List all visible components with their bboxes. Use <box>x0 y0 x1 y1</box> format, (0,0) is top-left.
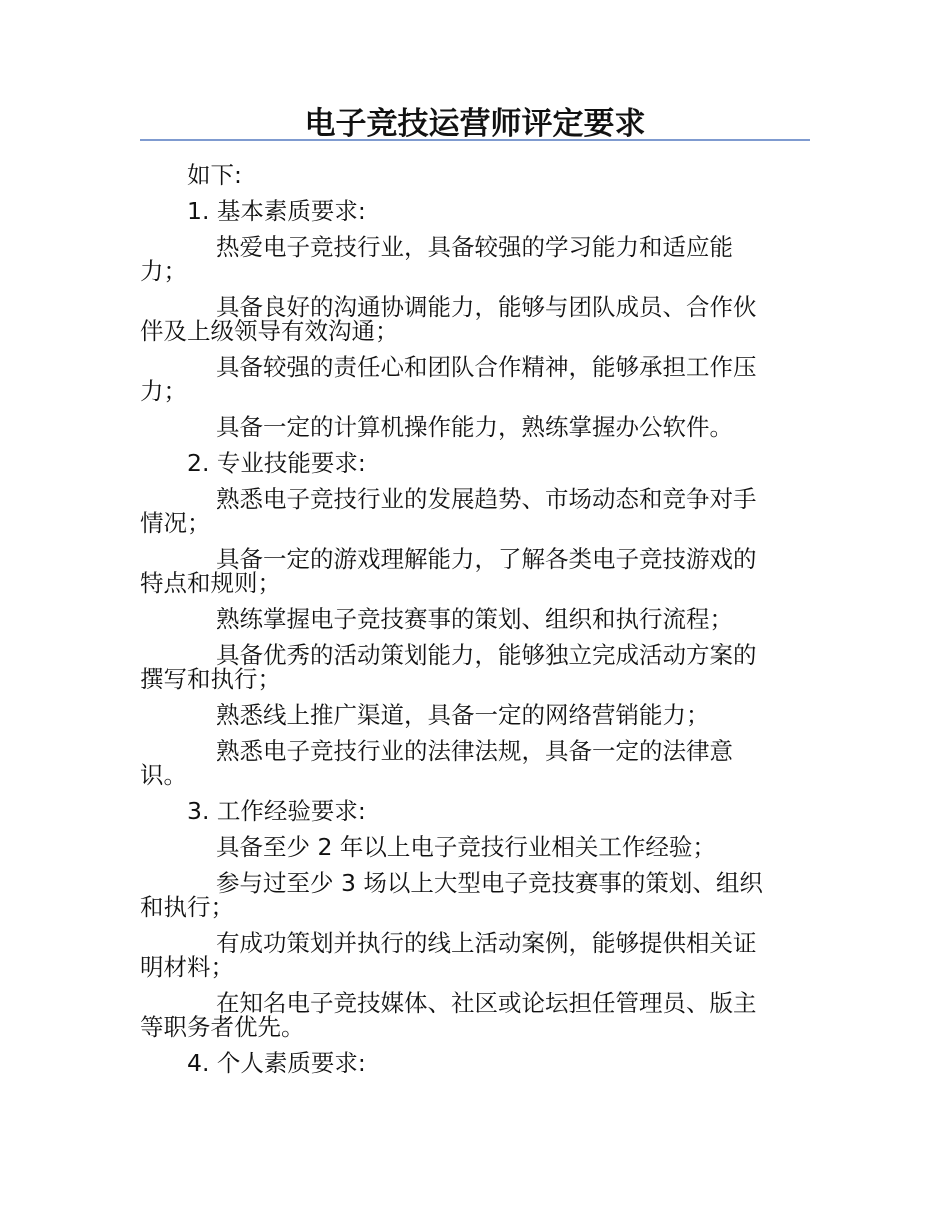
item-text-wrap: 力； <box>140 257 187 285</box>
list-item: 熟悉线上推广渠道，具备一定的网络营销能力； <box>216 701 710 729</box>
item-text-wrap: 撰写和执行； <box>140 665 281 693</box>
list-item: 具备一定的计算机操作能力，熟练掌握办公软件。 <box>216 413 733 441</box>
document-title: 电子竞技运营师评定要求 <box>304 106 646 142</box>
item-text: 熟悉电子竞技行业的发展趋势、市场动态和竞争对手 <box>216 485 757 513</box>
item-text-wrap: 识。 <box>140 761 187 789</box>
item-text-wrap: 伴及上级领导有效沟通； <box>140 317 399 345</box>
list-item: 熟练掌握电子竞技赛事的策划、组织和执行流程； <box>216 605 733 633</box>
section-heading: 1. 基本素质要求: <box>187 197 366 225</box>
list-item <box>140 229 790 289</box>
item-text-wrap: 和执行； <box>140 893 234 921</box>
list-item <box>140 637 790 697</box>
item-text: 具备良好的沟通协调能力，能够与团队成员、合作伙 <box>216 293 757 321</box>
item-text: 在知名电子竞技媒体、社区或论坛担任管理员、版主 <box>216 989 757 1017</box>
item-text: 具备优秀的活动策划能力，能够独立完成活动方案的 <box>216 641 757 669</box>
item-text: 热爱电子竞技行业，具备较强的学习能力和适应能 <box>216 233 733 261</box>
list-item <box>140 541 790 601</box>
item-text: 有成功策划并执行的线上活动案例，能够提供相关证 <box>216 929 757 957</box>
item-text-wrap: 明材料； <box>140 953 234 981</box>
title-underline <box>140 139 810 141</box>
item-text-wrap: 力； <box>140 377 187 405</box>
list-item <box>140 985 790 1045</box>
item-text: 具备一定的游戏理解能力，了解各类电子竞技游戏的 <box>216 545 757 573</box>
section-heading: 4. 个人素质要求: <box>187 1049 366 1077</box>
list-item <box>140 733 790 793</box>
item-text: 参与过至少 3 场以上大型电子竞技赛事的策划、组织 <box>216 869 763 897</box>
section-heading: 3. 工作经验要求: <box>187 797 366 825</box>
list-item <box>140 349 790 409</box>
list-item <box>140 289 790 349</box>
item-text-wrap: 特点和规则； <box>140 569 281 597</box>
list-item <box>140 865 790 925</box>
item-text-wrap: 情况； <box>140 509 211 537</box>
intro-text: 如下: <box>187 161 242 189</box>
section-heading: 2. 专业技能要求: <box>187 449 366 477</box>
document-body <box>140 157 790 1081</box>
item-text: 具备较强的责任心和团队合作精神，能够承担工作压 <box>216 353 757 381</box>
list-item: 具备至少 2 年以上电子竞技行业相关工作经验； <box>216 833 716 861</box>
list-item <box>140 481 790 541</box>
list-item <box>140 925 790 985</box>
item-text: 熟悉电子竞技行业的法律法规，具备一定的法律意 <box>216 737 733 765</box>
item-text-wrap: 等职务者优先。 <box>140 1013 305 1041</box>
